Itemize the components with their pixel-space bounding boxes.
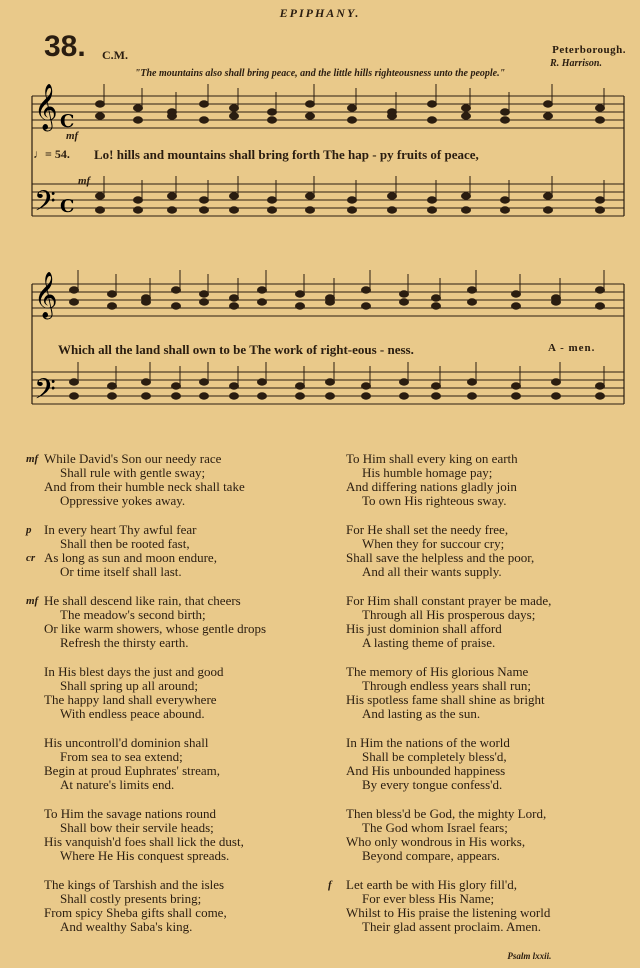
bass-clef-icon: 𝄢 xyxy=(34,373,56,413)
verse-stanza xyxy=(26,522,266,579)
notehead xyxy=(428,197,437,203)
notehead xyxy=(70,393,79,399)
notehead xyxy=(544,193,553,199)
verse-line: Shall then be rooted fast, xyxy=(60,536,190,551)
notehead xyxy=(268,109,277,115)
notehead xyxy=(172,303,181,309)
verse-line: Shall spring up all around; xyxy=(60,678,198,693)
verse-line: And wealthy Saba's king. xyxy=(60,919,193,934)
verse-line: From sea to sea extend; xyxy=(60,749,183,764)
notehead xyxy=(501,117,510,123)
notehead xyxy=(462,207,471,213)
notehead xyxy=(134,207,143,213)
notehead xyxy=(268,117,277,123)
notehead xyxy=(230,383,239,389)
notehead xyxy=(172,383,181,389)
notehead xyxy=(596,207,605,213)
notehead xyxy=(96,101,105,107)
hymn-number: 38. xyxy=(44,30,86,63)
notehead xyxy=(326,379,335,385)
notehead xyxy=(432,303,441,309)
verses-right-column xyxy=(328,451,552,963)
notehead xyxy=(462,113,471,119)
notehead xyxy=(388,207,397,213)
verse-line: To Him shall every king on earth xyxy=(346,451,518,466)
notehead xyxy=(200,207,209,213)
notehead xyxy=(306,113,315,119)
notehead xyxy=(268,207,277,213)
notehead xyxy=(296,303,305,309)
verse-line: With endless peace abound. xyxy=(60,706,205,721)
verses-left-column xyxy=(26,451,267,949)
notehead xyxy=(428,117,437,123)
notehead xyxy=(501,197,510,203)
verse-line: His spotless fame shall shine as bright xyxy=(346,692,545,707)
dynamic-mark: f xyxy=(328,879,332,891)
notehead xyxy=(348,117,357,123)
verse-line: Shall rule with gentle sway; xyxy=(60,465,206,480)
notehead xyxy=(200,299,209,305)
notehead xyxy=(468,393,477,399)
notehead xyxy=(596,117,605,123)
verse-line: Refresh the thirsty earth. xyxy=(60,635,189,650)
notehead xyxy=(142,379,151,385)
verse-line: Shall costly presents bring; xyxy=(60,891,202,906)
notehead xyxy=(326,299,335,305)
notehead xyxy=(258,379,267,385)
verse-line: And His unbounded happiness xyxy=(346,763,506,778)
verse-stanza xyxy=(26,593,267,650)
notehead xyxy=(512,383,521,389)
verse-line: The meadow's second birth; xyxy=(60,607,206,622)
dynamic-mark: cr xyxy=(26,552,36,564)
verse-line: His uncontroll'd dominion shall xyxy=(44,735,209,750)
verse-line: Shall bow their servile heads; xyxy=(60,820,214,835)
verse-line: His vanquish'd foes shall lick the dust, xyxy=(44,834,244,849)
verse-line: Through all His prosperous days; xyxy=(362,607,536,622)
notehead xyxy=(512,303,521,309)
notehead xyxy=(258,393,267,399)
notehead xyxy=(596,393,605,399)
dynamic-mark: mf xyxy=(26,453,39,465)
notehead xyxy=(362,287,371,293)
notehead xyxy=(348,197,357,203)
notehead xyxy=(362,393,371,399)
notehead xyxy=(200,197,209,203)
notehead xyxy=(200,379,209,385)
notehead xyxy=(544,113,553,119)
notehead xyxy=(501,207,510,213)
verse-stanza xyxy=(44,665,266,721)
notehead xyxy=(296,383,305,389)
notehead xyxy=(172,287,181,293)
notehead xyxy=(400,393,409,399)
notehead xyxy=(400,379,409,385)
notehead xyxy=(462,105,471,111)
notehead xyxy=(200,291,209,297)
notehead xyxy=(70,287,79,293)
notehead xyxy=(544,207,553,213)
verse-line: The happy land shall everywhere xyxy=(44,692,217,707)
notehead xyxy=(326,393,335,399)
notehead xyxy=(108,303,117,309)
notehead xyxy=(552,299,561,305)
notehead xyxy=(134,117,143,123)
notehead xyxy=(230,193,239,199)
notehead xyxy=(296,291,305,297)
verse-line: For Him shall constant prayer be made, xyxy=(346,593,552,608)
bass-clef-icon: 𝄢 xyxy=(34,185,56,225)
verse-line: In every heart Thy awful fear xyxy=(44,522,197,537)
notehead xyxy=(552,393,561,399)
music-notation xyxy=(0,0,640,450)
notehead xyxy=(168,113,177,119)
notehead xyxy=(230,207,239,213)
notehead xyxy=(362,383,371,389)
verse-line: And differing nations gladly join xyxy=(346,479,517,494)
composer: R. Harrison. xyxy=(550,58,602,69)
notehead xyxy=(134,197,143,203)
notehead xyxy=(512,393,521,399)
verse-line: From spicy Sheba gifts shall come, xyxy=(44,905,227,920)
notehead xyxy=(230,113,239,119)
verse-line: Who only wondrous in His works, xyxy=(346,834,526,849)
notehead xyxy=(388,193,397,199)
verse-line: To Him the savage nations round xyxy=(44,806,217,821)
treble-clef-icon: 𝄞 xyxy=(34,84,58,130)
verse-stanza xyxy=(346,452,551,508)
epigraph: "The mountains also shall bring peace, and the little hills righteousness unto the people." xyxy=(134,68,506,79)
verse-line: For He shall set the needy free, xyxy=(346,522,509,537)
notehead xyxy=(96,113,105,119)
lyric-line-1: Lo! hills and mountains shall bring forth The hap - py fruits of peace, xyxy=(94,147,479,162)
verse-line: He shall descend like rain, that cheers xyxy=(44,593,241,608)
verse-line: And from their humble neck shall take xyxy=(44,479,245,494)
verse-line: By every tongue confess'd. xyxy=(362,777,503,792)
verse-line: His humble homage pay; xyxy=(362,465,493,480)
dynamic-mark: mf xyxy=(26,595,39,607)
notehead xyxy=(296,393,305,399)
verse-line: A lasting theme of praise. xyxy=(362,635,496,650)
notehead xyxy=(348,207,357,213)
notehead xyxy=(388,113,397,119)
verse-line: The memory of His glorious Name xyxy=(346,664,529,679)
running-head: EPIPHANY. xyxy=(279,6,361,20)
notehead xyxy=(230,303,239,309)
notehead xyxy=(168,193,177,199)
verse-line: Begin at proud Euphrates' stream, xyxy=(44,763,220,778)
notehead xyxy=(168,207,177,213)
notehead xyxy=(400,291,409,297)
notehead xyxy=(230,105,239,111)
notehead xyxy=(70,299,79,305)
verse-line: His just dominion shall afford xyxy=(346,621,502,636)
notehead xyxy=(596,303,605,309)
notehead xyxy=(96,207,105,213)
notehead xyxy=(432,295,441,301)
notehead xyxy=(596,383,605,389)
meter: C.M. xyxy=(102,48,128,62)
notehead xyxy=(596,105,605,111)
verse-line: When they for succour cry; xyxy=(362,536,505,551)
verse-line: And lasting as the sun. xyxy=(362,706,481,721)
notehead xyxy=(306,101,315,107)
verse-stanza xyxy=(44,736,266,792)
verse-stanza xyxy=(346,594,551,650)
notehead xyxy=(462,193,471,199)
notehead xyxy=(108,383,117,389)
verse-line: Let earth be with His glory fill'd, xyxy=(346,877,517,892)
verse-line: At nature's limits end. xyxy=(60,777,175,792)
notehead xyxy=(70,379,79,385)
notehead xyxy=(596,287,605,293)
time-signature-icon: C xyxy=(60,196,75,217)
notehead xyxy=(468,299,477,305)
notehead xyxy=(258,299,267,305)
verse-line: Whilst to His praise the listening world xyxy=(346,905,551,920)
notehead xyxy=(268,197,277,203)
notehead xyxy=(230,393,239,399)
notehead xyxy=(306,193,315,199)
verse-line: Shall be completely bless'd, xyxy=(362,749,507,764)
verse-line: The God whom Israel fears; xyxy=(362,820,508,835)
verse-line: Shall save the helpless and the poor, xyxy=(346,550,535,565)
amen: A - men. xyxy=(548,342,596,354)
notehead xyxy=(512,291,521,297)
verse-line: As long as sun and moon endure, xyxy=(44,550,217,565)
notehead xyxy=(142,393,151,399)
verse-stanza xyxy=(328,877,551,934)
verse-line: Then bless'd be God, the mighty Lord, xyxy=(346,806,547,821)
verse-line: Where He His conquest spreads. xyxy=(60,848,230,863)
treble-clef-icon: 𝄞 xyxy=(34,272,58,318)
verse-stanza xyxy=(346,523,551,579)
verse-stanza xyxy=(346,665,551,721)
notehead xyxy=(400,299,409,305)
notehead xyxy=(428,207,437,213)
verse-stanza xyxy=(44,878,266,934)
dynamic-mark: mf xyxy=(66,130,79,142)
verse-stanza xyxy=(26,451,266,508)
time-signature-icon: C xyxy=(60,111,75,132)
verse-line: And all their wants supply. xyxy=(362,564,502,579)
notehead xyxy=(200,393,209,399)
notehead xyxy=(468,379,477,385)
verse-line: Or time itself shall last. xyxy=(60,564,182,579)
notehead xyxy=(552,379,561,385)
verse-line: While David's Son our needy race xyxy=(44,451,222,466)
verse-line: For ever bless His Name; xyxy=(362,891,495,906)
verse-line: To own His righteous sway. xyxy=(362,493,507,508)
verse-stanza xyxy=(346,736,551,792)
notehead xyxy=(348,105,357,111)
notehead xyxy=(362,303,371,309)
notehead xyxy=(428,101,437,107)
verse-line: Through endless years shall run; xyxy=(362,678,531,693)
lyric-line-2: Which all the land shall own to be The work of right-eous - ness. xyxy=(58,342,414,357)
notehead xyxy=(468,287,477,293)
verse-stanza xyxy=(44,807,266,863)
verse-line: In His blest days the just and good xyxy=(44,664,224,679)
notehead xyxy=(108,291,117,297)
verse-line: Oppressive yokes away. xyxy=(60,493,186,508)
notehead xyxy=(230,295,239,301)
tempo-marking: ♩= 54. xyxy=(33,147,70,161)
tune-name: Peterborough. xyxy=(552,44,626,56)
dynamic-mark: p xyxy=(26,524,32,536)
notehead xyxy=(258,287,267,293)
verse-line: Beyond compare, appears. xyxy=(362,848,500,863)
notehead xyxy=(172,393,181,399)
citation: Psalm lxxii. xyxy=(507,951,552,961)
notehead xyxy=(200,117,209,123)
notehead xyxy=(134,105,143,111)
notehead xyxy=(596,197,605,203)
notehead xyxy=(96,193,105,199)
verse-line: Their glad assent proclaim. Amen. xyxy=(362,919,542,934)
notehead xyxy=(544,101,553,107)
notehead xyxy=(108,393,117,399)
dynamic-mark: mf xyxy=(78,175,91,187)
verse-line: Or like warm showers, whose gentle drops xyxy=(44,621,267,636)
notehead xyxy=(432,393,441,399)
notehead xyxy=(142,299,151,305)
notehead xyxy=(200,101,209,107)
verse-stanza xyxy=(346,807,551,863)
verse-line: The kings of Tarshish and the isles xyxy=(44,877,225,892)
notehead xyxy=(432,383,441,389)
verse-line: In Him the nations of the world xyxy=(346,735,510,750)
notehead xyxy=(306,207,315,213)
notehead xyxy=(501,109,510,115)
